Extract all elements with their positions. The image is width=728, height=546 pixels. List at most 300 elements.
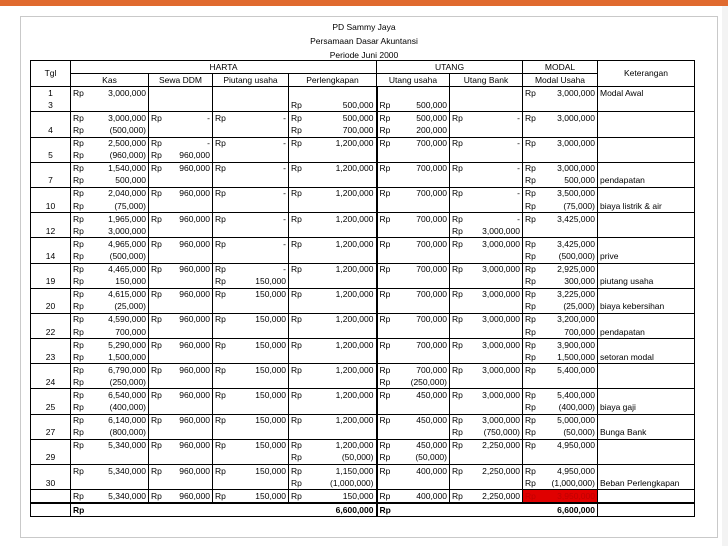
amount: 5,000,000 <box>557 415 595 426</box>
cell-utang-bank <box>450 301 523 314</box>
cell-kas <box>71 490 149 504</box>
amount: 960,000 <box>179 150 210 161</box>
cell-utang-bank <box>450 238 523 251</box>
cell-sewa-ddm <box>149 238 213 251</box>
currency-label: Rp <box>379 389 391 400</box>
cell-tgl <box>31 364 71 377</box>
amount: 150,000 <box>115 276 146 287</box>
table-row <box>31 213 695 226</box>
cell-tgl <box>31 112 71 125</box>
cell-utang-usaha <box>377 427 450 440</box>
cell-kas <box>71 364 149 377</box>
amount: - <box>283 264 286 275</box>
cell-keterangan: Modal Awal <box>598 87 695 100</box>
table-row <box>31 112 695 125</box>
total-ket-blank <box>598 503 695 517</box>
currency-label: Rp <box>525 301 536 312</box>
amount: 150,000 <box>255 415 286 426</box>
cell-kas <box>71 414 149 427</box>
currency-label: Rp <box>291 125 302 136</box>
right-accent-bar <box>722 6 728 546</box>
cell-utang-usaha <box>377 301 450 314</box>
amount: 3,000,000 <box>108 225 146 236</box>
amount: 960,000 <box>179 238 210 249</box>
amount: 150,000 <box>255 339 286 350</box>
cell-modal-usaha <box>523 288 598 301</box>
currency-label: Rp <box>73 87 84 98</box>
currency-label: Rp <box>525 276 536 287</box>
currency-label: Rp <box>452 339 463 350</box>
currency-label: Rp <box>291 452 302 463</box>
cell-piutang-usaha <box>213 187 289 200</box>
cell-keterangan: Beban Perlengkapan <box>598 477 695 490</box>
cell-modal-usaha <box>523 427 598 440</box>
cell-tgl: 14 <box>31 250 71 263</box>
amount: 4,965,000 <box>108 238 146 249</box>
amount: 960,000 <box>179 213 210 224</box>
amount: 3,000,000 <box>557 87 595 98</box>
amount: 3,225,000 <box>557 289 595 300</box>
currency-label: Rp <box>73 364 84 375</box>
currency-label: Rp <box>151 364 162 375</box>
amount: 4,950,000 <box>557 440 595 451</box>
cell-tgl <box>31 414 71 427</box>
cell-piutang-usaha <box>213 490 289 504</box>
cell-tgl: 23 <box>31 351 71 364</box>
currency-label: Rp <box>215 264 226 275</box>
cell-utang-bank <box>450 87 523 100</box>
currency-label: Rp <box>291 138 302 149</box>
cell-perlengkapan <box>289 364 377 377</box>
pasiva-total-cell <box>377 503 598 517</box>
table-row <box>31 150 695 163</box>
cell-piutang-usaha <box>213 389 289 402</box>
cell-kas <box>71 351 149 364</box>
cell-piutang-usaha <box>213 427 289 440</box>
cell-sewa-ddm <box>149 175 213 188</box>
amount: 450,000 <box>416 415 447 426</box>
currency-label: Rp <box>452 138 463 149</box>
cell-utang-usaha <box>377 364 450 377</box>
currency-label: Rp <box>379 99 391 110</box>
currency-label: Rp <box>379 415 391 426</box>
cell-perlengkapan <box>289 213 377 226</box>
cell-keterangan <box>598 213 695 226</box>
amount: 450,000 <box>416 440 447 451</box>
cell-perlengkapan <box>289 439 377 452</box>
cell-piutang-usaha <box>213 288 289 301</box>
total-currency-right: Rp <box>379 504 391 515</box>
cell-utang-bank <box>450 187 523 200</box>
cell-kas <box>71 301 149 314</box>
cell-keterangan <box>598 465 695 478</box>
cell-tgl: 25 <box>31 402 71 415</box>
currency-label: Rp <box>73 125 84 136</box>
cell-utang-usaha <box>377 389 450 402</box>
cell-kas <box>71 124 149 137</box>
cell-sewa-ddm <box>149 465 213 478</box>
currency-label: Rp <box>291 188 302 199</box>
currency-label: Rp <box>379 364 391 375</box>
cell-piutang-usaha <box>213 326 289 339</box>
cell-modal-usaha <box>523 439 598 452</box>
currency-label: Rp <box>525 213 536 224</box>
currency-label: Rp <box>73 238 84 249</box>
amount: (1,000,000) <box>551 477 595 488</box>
cell-utang-bank <box>450 326 523 339</box>
cell-keterangan <box>598 313 695 326</box>
amount: 700,000 <box>416 289 447 300</box>
table-body <box>31 87 695 504</box>
amount: 1,500,000 <box>557 351 595 362</box>
cell-sewa-ddm <box>149 137 213 150</box>
amount: 3,000,000 <box>482 238 520 249</box>
cell-utang-usaha <box>377 477 450 490</box>
amount: - <box>283 163 286 174</box>
cell-tgl: 4 <box>31 124 71 137</box>
cell-perlengkapan <box>289 250 377 263</box>
cell-kas <box>71 99 149 112</box>
cell-perlengkapan <box>289 376 377 389</box>
cell-utang-usaha <box>377 213 450 226</box>
cell-perlengkapan <box>289 402 377 415</box>
currency-label: Rp <box>73 427 84 438</box>
cell-utang-bank <box>450 200 523 213</box>
currency-label: Rp <box>73 112 84 123</box>
currency-label: Rp <box>379 125 391 136</box>
cell-piutang-usaha <box>213 414 289 427</box>
cell-perlengkapan <box>289 276 377 289</box>
amount: (50,000) <box>563 427 595 438</box>
amount: 300,000 <box>564 276 595 287</box>
amount: 700,000 <box>342 125 374 136</box>
amount: 3,000,000 <box>482 415 520 426</box>
cell-modal-usaha <box>523 364 598 377</box>
cell-modal-usaha <box>523 124 598 137</box>
cell-sewa-ddm <box>149 250 213 263</box>
cell-kas <box>71 276 149 289</box>
cell-piutang-usaha <box>213 276 289 289</box>
currency-label: Rp <box>215 138 226 149</box>
cell-utang-bank <box>450 225 523 238</box>
cell-sewa-ddm <box>149 364 213 377</box>
cell-sewa-ddm <box>149 427 213 440</box>
amount: 1,200,000 <box>335 364 374 375</box>
cell-modal-usaha <box>523 351 598 364</box>
amount: 960,000 <box>179 289 210 300</box>
amount: 2,040,000 <box>108 188 146 199</box>
amount: - <box>283 238 286 249</box>
currency-label: Rp <box>73 289 84 300</box>
cell-keterangan <box>598 112 695 125</box>
currency-label: Rp <box>151 188 162 199</box>
currency-label: Rp <box>452 440 463 451</box>
cell-keterangan: piutang usaha <box>598 276 695 289</box>
harta-total-cell <box>71 503 377 517</box>
amount: (250,000) <box>410 376 447 387</box>
cell-keterangan <box>598 364 695 377</box>
currency-label: Rp <box>379 112 391 123</box>
header-utang-bank: Utang Bank <box>450 74 523 87</box>
currency-label: Rp <box>525 314 536 325</box>
amount: 150,000 <box>255 289 286 300</box>
currency-label: Rp <box>151 264 162 275</box>
cell-tgl <box>31 213 71 226</box>
amount: (500,000) <box>109 250 146 261</box>
amount: 3,000,000 <box>482 339 520 350</box>
cell-tgl <box>31 263 71 276</box>
cell-piutang-usaha <box>213 402 289 415</box>
currency-label: Rp <box>291 238 302 249</box>
table-row <box>31 439 695 452</box>
cell-utang-bank <box>450 288 523 301</box>
cell-perlengkapan <box>289 124 377 137</box>
cell-keterangan: setoran modal <box>598 351 695 364</box>
cell-kas <box>71 137 149 150</box>
cell-perlengkapan <box>289 175 377 188</box>
currency-label: Rp <box>73 490 84 501</box>
cell-tgl <box>31 162 71 175</box>
cell-tgl: 5 <box>31 150 71 163</box>
amount: 1,200,000 <box>335 415 374 426</box>
cell-keterangan <box>598 452 695 465</box>
cell-modal-usaha <box>523 276 598 289</box>
cell-keterangan <box>598 490 695 504</box>
currency-label: Rp <box>452 238 463 249</box>
currency-label: Rp <box>452 389 463 400</box>
cell-kas <box>71 250 149 263</box>
cell-modal-usaha <box>523 150 598 163</box>
cell-perlengkapan <box>289 137 377 150</box>
cell-tgl: 20 <box>31 301 71 314</box>
cell-modal-usaha <box>523 263 598 276</box>
amount: 3,000,000 <box>108 87 146 98</box>
currency-label: Rp <box>291 314 302 325</box>
cell-piutang-usaha <box>213 339 289 352</box>
cell-utang-bank <box>450 112 523 125</box>
amount: (25,000) <box>114 301 146 312</box>
cell-keterangan <box>598 376 695 389</box>
cell-piutang-usaha <box>213 200 289 213</box>
cell-perlengkapan <box>289 414 377 427</box>
cell-utang-bank <box>450 414 523 427</box>
currency-label: Rp <box>379 138 391 149</box>
currency-label: Rp <box>452 427 463 438</box>
amount: - <box>283 213 286 224</box>
table-row <box>31 124 695 137</box>
cell-keterangan <box>598 339 695 352</box>
amount: 3,000,000 <box>482 264 520 275</box>
amount: 1,150,000 <box>335 465 374 476</box>
header-tgl: Tgl <box>31 61 71 87</box>
currency-label: Rp <box>215 314 226 325</box>
table-row <box>31 99 695 112</box>
cell-kas <box>71 187 149 200</box>
amount: 450,000 <box>416 389 447 400</box>
cell-utang-usaha <box>377 87 450 100</box>
amount: 1,200,000 <box>335 289 374 300</box>
cell-perlengkapan <box>289 301 377 314</box>
cell-utang-bank <box>450 439 523 452</box>
currency-label: Rp <box>525 175 536 186</box>
cell-utang-usaha <box>377 326 450 339</box>
amount: 960,000 <box>179 490 210 501</box>
cell-kas <box>71 389 149 402</box>
amount: 700,000 <box>416 339 447 350</box>
cell-kas <box>71 313 149 326</box>
cell-keterangan <box>598 288 695 301</box>
currency-label: Rp <box>452 415 463 426</box>
cell-tgl <box>31 490 71 504</box>
cell-piutang-usaha <box>213 301 289 314</box>
cell-sewa-ddm <box>149 276 213 289</box>
currency-label: Rp <box>291 415 302 426</box>
cell-kas <box>71 263 149 276</box>
currency-label: Rp <box>73 326 84 337</box>
cell-utang-usaha <box>377 112 450 125</box>
cell-kas <box>71 288 149 301</box>
currency-label: Rp <box>379 490 391 501</box>
cell-sewa-ddm <box>149 213 213 226</box>
currency-label: Rp <box>73 376 84 387</box>
amount: - <box>517 112 520 123</box>
cell-keterangan <box>598 99 695 112</box>
amount: (400,000) <box>109 402 146 413</box>
currency-label: Rp <box>452 364 463 375</box>
currency-label: Rp <box>73 175 84 186</box>
currency-label: Rp <box>452 188 463 199</box>
equation-table <box>30 60 695 517</box>
cell-utang-usaha <box>377 376 450 389</box>
cell-tgl: 27 <box>31 427 71 440</box>
cell-piutang-usaha <box>213 313 289 326</box>
total-blank <box>31 503 71 517</box>
currency-label: Rp <box>291 465 302 476</box>
amount: (25,000) <box>563 301 595 312</box>
table-row <box>31 389 695 402</box>
cell-utang-bank <box>450 339 523 352</box>
cell-utang-usaha <box>377 200 450 213</box>
amount: (500,000) <box>109 125 146 136</box>
cell-keterangan <box>598 389 695 402</box>
cell-utang-bank <box>450 477 523 490</box>
amount: 700,000 <box>416 364 447 375</box>
cell-tgl: 22 <box>31 326 71 339</box>
report-title: Persamaan Dasar Akuntansi <box>310 36 418 46</box>
cell-sewa-ddm <box>149 288 213 301</box>
table-row <box>31 452 695 465</box>
cell-tgl <box>31 288 71 301</box>
currency-label: Rp <box>73 225 84 236</box>
amount: - <box>283 112 286 123</box>
cell-sewa-ddm <box>149 301 213 314</box>
cell-piutang-usaha <box>213 124 289 137</box>
amount: 960,000 <box>179 188 210 199</box>
cell-sewa-ddm <box>149 313 213 326</box>
currency-label: Rp <box>73 163 84 174</box>
cell-sewa-ddm <box>149 87 213 100</box>
amount: 700,000 <box>416 213 447 224</box>
amount: 500,000 <box>342 112 374 123</box>
amount: 3,000,000 <box>557 112 595 123</box>
amount: 500,000 <box>416 99 447 110</box>
cell-perlengkapan <box>289 427 377 440</box>
header-piutang-usaha: Piutang usaha <box>213 74 289 87</box>
cell-perlengkapan <box>289 87 377 100</box>
cell-tgl: 3 <box>31 99 71 112</box>
cell-modal-usaha <box>523 490 598 504</box>
cell-sewa-ddm <box>149 225 213 238</box>
amount: 4,465,000 <box>108 264 146 275</box>
currency-label: Rp <box>525 200 536 211</box>
cell-piutang-usaha <box>213 477 289 490</box>
total-row <box>31 503 695 517</box>
cell-utang-bank <box>450 213 523 226</box>
cell-piutang-usaha <box>213 250 289 263</box>
amount: 700,000 <box>115 326 146 337</box>
currency-label: Rp <box>73 465 84 476</box>
cell-modal-usaha <box>523 414 598 427</box>
amount: 5,400,000 <box>557 389 595 400</box>
currency-label: Rp <box>379 188 391 199</box>
cell-utang-usaha <box>377 465 450 478</box>
currency-label: Rp <box>291 339 302 350</box>
amount: 3,000,000 <box>557 138 595 149</box>
cell-perlengkapan <box>289 351 377 364</box>
currency-label: Rp <box>215 188 226 199</box>
amount: 700,000 <box>564 326 595 337</box>
cell-kas <box>71 376 149 389</box>
currency-label: Rp <box>452 314 463 325</box>
cell-utang-usaha <box>377 124 450 137</box>
amount: 700,000 <box>416 188 447 199</box>
cell-perlengkapan <box>289 326 377 339</box>
amount: (75,000) <box>563 200 595 211</box>
cell-utang-bank <box>450 389 523 402</box>
amount: (500,000) <box>558 250 595 261</box>
currency-label: Rp <box>452 490 463 501</box>
currency-label: Rp <box>379 314 391 325</box>
cell-piutang-usaha <box>213 263 289 276</box>
currency-label: Rp <box>525 112 536 123</box>
cell-tgl: 10 <box>31 200 71 213</box>
currency-label: Rp <box>525 188 536 199</box>
currency-label: Rp <box>215 364 226 375</box>
cell-sewa-ddm <box>149 389 213 402</box>
cell-piutang-usaha <box>213 87 289 100</box>
cell-tgl <box>31 465 71 478</box>
cell-perlengkapan <box>289 99 377 112</box>
currency-label: Rp <box>525 364 536 375</box>
cell-piutang-usaha <box>213 137 289 150</box>
cell-piutang-usaha <box>213 99 289 112</box>
amount: 960,000 <box>179 163 210 174</box>
amount: 3,000,000 <box>482 225 520 236</box>
cell-utang-usaha <box>377 339 450 352</box>
currency-label: Rp <box>291 112 302 123</box>
currency-label: Rp <box>525 490 536 501</box>
cell-perlengkapan <box>289 162 377 175</box>
currency-label: Rp <box>215 238 226 249</box>
cell-perlengkapan <box>289 313 377 326</box>
currency-label: Rp <box>73 276 84 287</box>
cell-utang-bank <box>450 364 523 377</box>
cell-utang-bank <box>450 465 523 478</box>
amount: 500,000 <box>416 112 447 123</box>
currency-label: Rp <box>525 427 536 438</box>
cell-piutang-usaha <box>213 351 289 364</box>
cell-modal-usaha <box>523 477 598 490</box>
